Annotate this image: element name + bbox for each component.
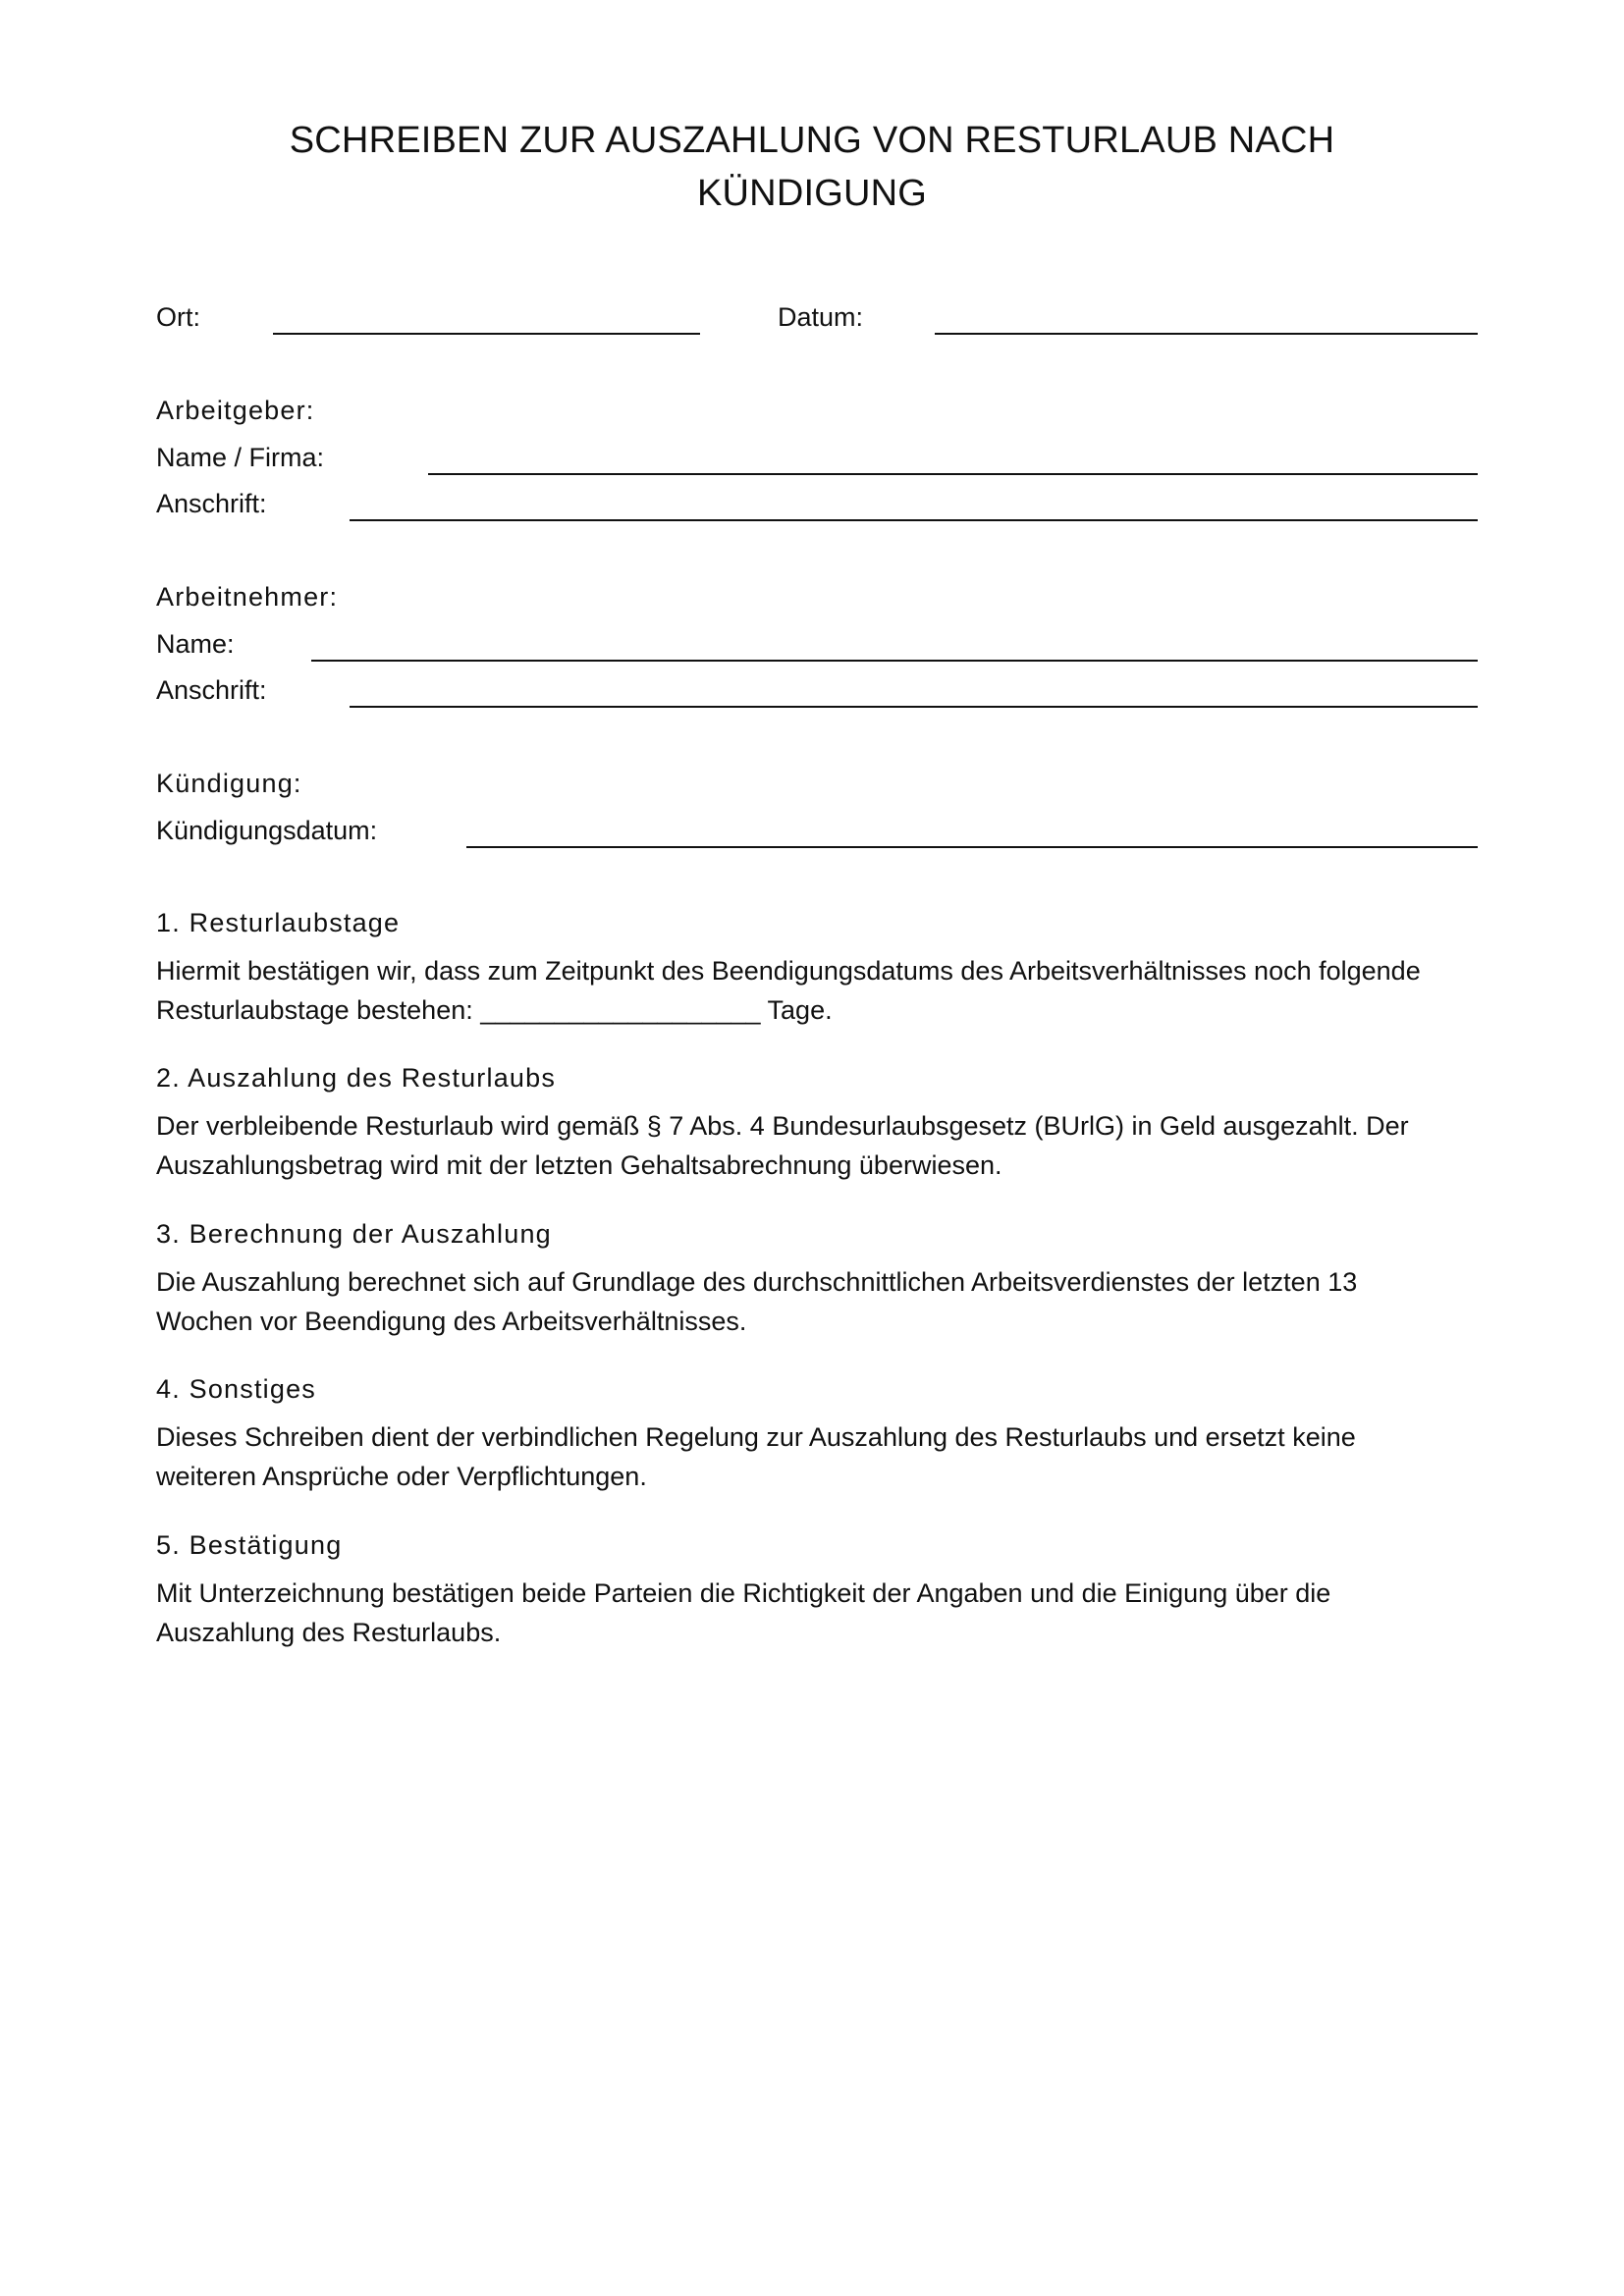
ort-field[interactable] xyxy=(273,333,700,335)
section-3-heading: 3. Berechnung der Auszahlung xyxy=(156,1219,552,1249)
arbeitnehmer-anschrift-label: Anschrift: xyxy=(156,675,267,705)
arbeitnehmer-heading: Arbeitnehmer: xyxy=(156,582,339,612)
ort-label: Ort: xyxy=(156,302,200,332)
section-1-heading: 1. Resturlaubstage xyxy=(156,908,401,937)
section-4-heading: 4. Sonstiges xyxy=(156,1374,316,1404)
datum-label: Datum: xyxy=(778,302,864,332)
section-3-line-1: Die Auszahlung berechnet sich auf Grundlage des durchschnittlichen Arbeitsverdienstes der letzten 13 xyxy=(156,1267,1358,1297)
section-3-line-2: Wochen vor Beendigung des Arbeitsverhältnisses. xyxy=(156,1307,747,1336)
arbeitgeber-heading: Arbeitgeber: xyxy=(156,396,315,425)
section-5-line-1: Mit Unterzeichnung bestätigen beide Parteien die Richtigkeit der Angaben und die Einigung über die xyxy=(156,1578,1331,1608)
kuendigung-heading: Kündigung: xyxy=(156,769,302,798)
section-2-heading: 2. Auszahlung des Resturlaubs xyxy=(156,1063,557,1093)
section-1-text xyxy=(156,951,1491,1030)
arbeitnehmer-name-field[interactable] xyxy=(311,660,1478,662)
arbeitgeber-anschrift-label: Anschrift: xyxy=(156,489,267,518)
section-3-text xyxy=(156,1262,1491,1341)
section-4-line-2: weiteren Ansprüche oder Verpflichtungen. xyxy=(156,1462,647,1491)
title-line-1: SCHREIBEN ZUR AUSZAHLUNG VON RESTURLAUB NACH xyxy=(289,120,1335,161)
section-5-heading: 5. Bestätigung xyxy=(156,1530,343,1560)
arbeitgeber-name-field[interactable] xyxy=(428,473,1478,475)
arbeitgeber-anschrift-field[interactable] xyxy=(350,519,1478,521)
section-4-line-1: Dieses Schreiben dient der verbindlichen Regelung zur Auszahlung des Resturlaubs und ersetzt keine xyxy=(156,1422,1356,1452)
section-2-text xyxy=(156,1106,1491,1185)
document-title xyxy=(0,114,1624,220)
section-2-line-2: Auszahlungsbetrag wird mit der letzten Gehaltsabrechnung überwiesen. xyxy=(156,1150,1002,1180)
arbeitnehmer-anschrift-field[interactable] xyxy=(350,706,1478,708)
kuendigungsdatum-label: Kündigungsdatum: xyxy=(156,816,378,845)
title-line-2: KÜNDIGUNG xyxy=(696,173,928,214)
section-4-text xyxy=(156,1417,1491,1496)
datum-field[interactable] xyxy=(935,333,1478,335)
kuendigungsdatum-field[interactable] xyxy=(466,846,1478,848)
arbeitgeber-name-label: Name / Firma: xyxy=(156,443,325,472)
section-1-line-1: Hiermit bestätigen wir, dass zum Zeitpunkt des Beendigungsdatums des Arbeitsverhältnisses noch folgende xyxy=(156,956,1421,986)
section-5-line-2: Auszahlung des Resturlaubs. xyxy=(156,1618,502,1647)
section-1-line-2: Resturlaubstage bestehen: ___________________ Tage. xyxy=(156,995,833,1025)
arbeitnehmer-name-label: Name: xyxy=(156,629,235,659)
section-2-line-1: Der verbleibende Resturlaub wird gemäß § 7 Abs. 4 Bundesurlaubsgesetz (BUrlG) in Geld ausgezahlt. Der xyxy=(156,1111,1409,1141)
section-5-text xyxy=(156,1574,1491,1652)
